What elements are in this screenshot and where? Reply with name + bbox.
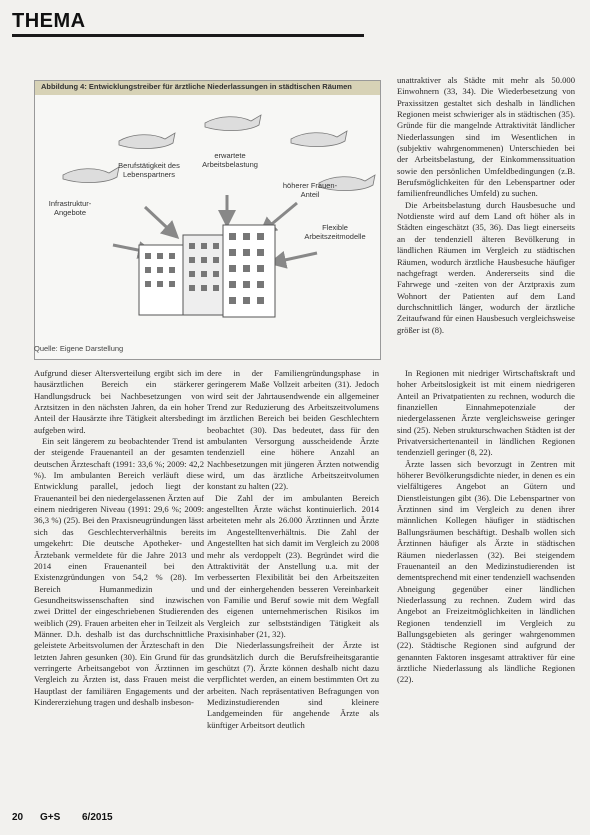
text-column-right-top xyxy=(397,75,575,336)
paragraph: Aufgrund dieser Altersverteilung ergibt sich im hausärztlichen Bereich ein stärkerer Handlungsdruck bei Nachbesetzungen von Arztsitzen in den nächsten Jahren, da ein hoher Anteil der Hausärzte ihre Tätigkeit altersbedingt aufgeben wird. xyxy=(34,368,204,435)
figure-caption: Abbildung 4: Entwicklungstreiber für ärztliche Niederlassungen in städtischen Räumen xyxy=(41,82,352,91)
arrow xyxy=(271,253,317,263)
figure-label-arbeitszeit: Flexible Arbeitszeitmodelle xyxy=(304,223,366,241)
paragraph: unattraktiver als Städte mit mehr als 50.000 Einwohnern (33, 34). Die Wiederbesetzung von Praxissitzen gestaltet sich deshalb in ländlichen Regionen meist schwieriger als in städtischen (35). Gründe für die mangelnde Attraktivität ländlicher Niederlassungen sind im Wesentlichen in (subjektiv wahrgenommenen) Unterschieden bei der Arbeitsbelastung, der Einkommenssituation sowie den persönlichen Umfeldbedingungen (z.B. Berufsmöglichkeiten für den Lebenspartner oder familienfreundliches Umfeld) zu suchen. xyxy=(397,75,575,199)
arrow xyxy=(145,207,177,237)
paragraph: Ärzte lassen sich bevorzugt in Zentren mit höherer Bevölkerungsdichte nieder, in denen es ein vielfältigeres Angebot an Gütern und Dienstleistungen gibt (36). Die Lebenspartner von Ärztinnen sind im Vergleich zu denen ihrer männlichen Kollegen häufiger in städtischen Ballungsräumen beschäftigt. Deshalb wollen sich Ärztinnen häufiger als Ärzte in städtischen Räumen niederlassen (32). Bei steigendem Frauenanteil an den Medizinstudierenden ist dementsprechend mit einer tendenziell wachsenden Abneigung gegenüber einer ländlichen Niederlassung zu rechnen. Zudem wird das Angebot an Freizeitmöglichkeiten in ländlichen Regionen tendenziell im Vergleich zu Ballungsgebieten als geringer wahrgenommen (22). Städtische Regionen sind aufgrund der genannten Faktoren insgesamt attraktiver für eine ärztliche Niederlassung als ländliche Regionen (22). xyxy=(397,458,575,685)
figure-label-infrastruktur: Infrastruktur-Angebote xyxy=(48,199,92,217)
figure-label-frauenanteil: höherer Frauen-Anteil xyxy=(282,181,338,199)
figure-label-arbeitsbelastung: erwartete Arbeitsbelastung xyxy=(202,151,258,169)
paragraph: Die Zahl der im ambulanten Bereich angestellten Ärzte wächst kontinuierlich. 2014 arbeiteten mehr als 26.000 Ärztinnen und Ärzte im Angestelltenverhältnis. Die Zahl der Angestellten hat sich damit im Vergleich zu 2008 mehr als verdoppelt (23). Begründet wird die Attraktivität der Anstellung u.a. mit der verbesserten Flexibilität bei den Arbeitszeiten und der einhergehenden besseren Vereinbarkeit von Familie und Beruf sowie mit dem Wegfall des eigenen unternehmerischen Risikos im Vergleich zur selbstständigen Tätigkeit als Praxisinhaber (21, 32). xyxy=(207,492,379,639)
header-rule xyxy=(12,34,364,37)
paragraph: Ein seit längerem zu beobachtender Trend ist der steigende Frauenanteil an der gesamten deutschen Ärzteschaft (1991: 33,6 %; 2009: 42,2 %). Im ambulanten Bereich verläuft diese Entwicklung parallel, jedoch liegt der Frauenanteil bei den niedergelassenen Ärzten auf einem niedrigeren Niveau (1991: 29,6 %; 2009: 36,3 %) (25). Bei den Praxisneugründungen lässt sich das Geschlechterverhältnis bereits umgekehrt: Die deutsche Apotheker- und Ärztebank vermeldete für die Jahre 2013 und 2014 einen Frauenanteil bei den Existenzgründungen von 54,2 % (28). Im Bereich Humanmedizin und Gesundheitswissenschaften sind inzwischen zwei Drittel der eingeschriebenen Studierenden weiblich (29). Frauen arbeiten eher in Teilzeit als Männer. D.h. deshalb ist das durchschnittliche geleistete Arbeitsvolumen der Ärzteschaft in den letzten Jahren gesunken (30). Ein Grund für das verringerte Arbeitsangebot von Ärztinnen im Vergleich zu Ärzten ist, dass Frauen meist die Hauptlast der familiären Engagements und der Kindererziehung tragen und deshalb insbeson- xyxy=(34,436,204,707)
building-icon xyxy=(139,225,275,317)
figure-label-berufstaetigkeit: Berufstätigkeit des Lebenspartners xyxy=(118,161,180,179)
page-footer xyxy=(12,812,113,823)
paragraph: Die Arbeitsbelastung durch Hausbesuche und Notdienste wird auf dem Land oft höher als in Städten eingeschätzt (35, 36). Das liegt einerseits an der tendenziell älteren Bevölkerung in ländlichen Räumen im Vergleich zu städtischen Räumen, wodurch ärztliche Hausbesuche häufiger nachgefragt werden. Andererseits sind die Fahrwege und -zeiten von der Arztpraxis zum Wohnort der Patienten auf dem Land durchschnittlich länger, wodurch der ärztliche Zeitaufwand für einen Hausbesuch vergleichsweise größer ist (8). xyxy=(397,199,575,335)
paragraph: dere in der Familiengründungsphase in geringerem Maße Vollzeit arbeiten (31). Jedoch wird seit der Jahrtausendwende ein allgemeiner Trend zur Reduzierung des Arbeitszeitvolumens im ärztlichen Bereich bei beiden Geschlechtern beobachtet (30). Das bedeutet, dass für den ambulanten Versorgung ausscheidende Ärzte tendenziell eine höhere Anzahl an Nachbesetzungen mit jüngeren Ärzten notwendig wird, um das ärztliche Arbeitszeitvolumen konstant zu halten (22). xyxy=(207,368,379,492)
section-title: THEMA xyxy=(12,10,86,32)
figure-source: Quelle: Eigene Darstellung xyxy=(34,344,124,353)
figure-caption-bar xyxy=(35,81,380,95)
paragraph: Die Niederlassungsfreiheit der Ärzte ist grundsätzlich durch die Berufsfreiheitsgarantie geschützt (7). Ärzte können deshalb nicht dazu verpflichtet werden, an einem bestimmten Ort zu arbeiten. Nach repräsentativen Befragungen von Medizinstudierenden sind kleinere Landgemeinden für angehende Ärzte als künftiger Arbeitsort deutlich xyxy=(207,640,379,730)
figure-box xyxy=(34,80,381,360)
journal-issue: 6/2015 xyxy=(82,812,113,823)
text-column-right-bottom xyxy=(397,368,575,686)
text-column-middle xyxy=(207,368,379,731)
journal-name: G+S xyxy=(40,812,61,823)
paragraph: In Regionen mit niedriger Wirtschaftskraft und hoher Arbeitslosigkeit ist mit einem niedrigeren Anteil an Privatpatienten zu rechnen, wodurch die finanziellen Einnahmepotenziale der niedergelassenen Ärzte vergleichsweise geringer sind (25). Neben strukturschwachen Städten ist der Privatversichertenanteil in ländlichen Regionen tendenziell geringer (8, 22). xyxy=(397,368,575,458)
text-column-left xyxy=(34,368,204,708)
page-number: 20 xyxy=(12,812,24,823)
